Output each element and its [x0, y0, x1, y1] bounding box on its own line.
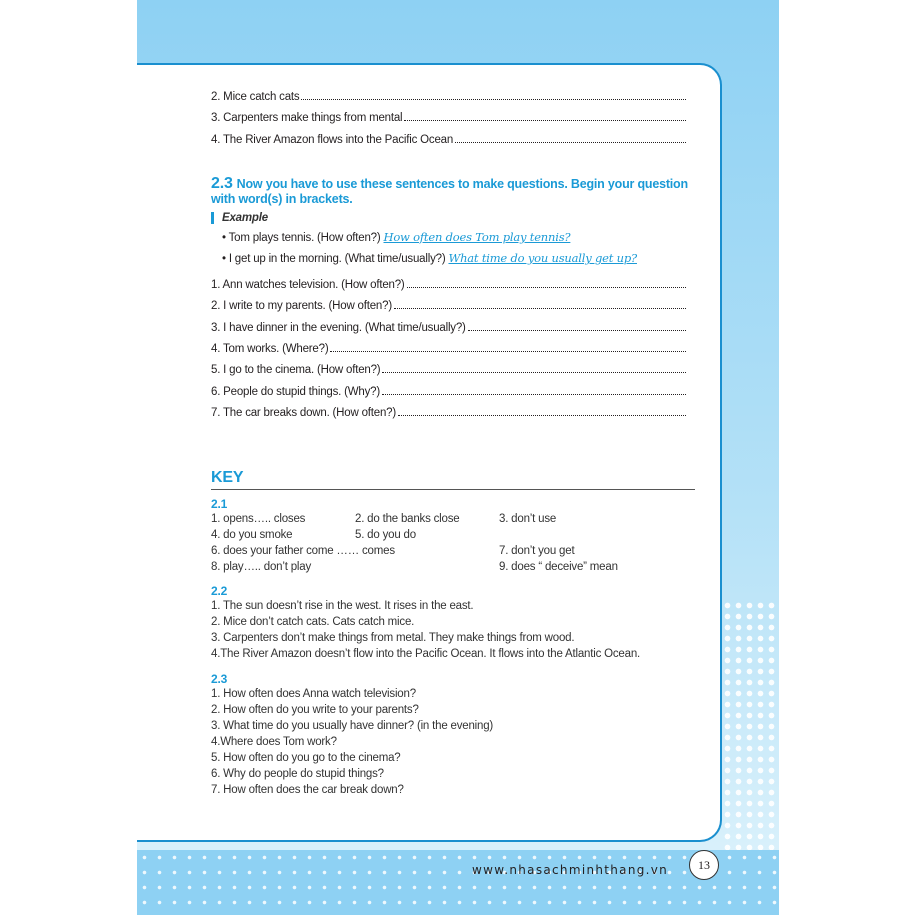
exercise-heading	[211, 176, 697, 207]
key-answer: 1. opens….. closes	[211, 513, 306, 525]
question-text: 1. Ann watches television. (How often?)	[211, 279, 405, 291]
question-text: 2. I write to my parents. (How often?)	[211, 300, 392, 312]
key-title: KEY	[211, 469, 695, 490]
key-answer: 6. Why do people do stupid things?	[211, 768, 384, 780]
key-answer: 5. How often do you go to the cinema?	[211, 752, 401, 764]
key-answer: 4.Where does Tom work?	[211, 736, 337, 748]
question-item	[211, 343, 686, 355]
example-answer: What time do you usually get up?	[448, 251, 637, 265]
exercise-line-text: 2. Mice catch cats	[211, 91, 300, 103]
example-answer: How often does Tom play tennis?	[383, 230, 571, 244]
question-item	[211, 407, 686, 419]
example-line	[222, 251, 637, 265]
dot-pattern	[722, 600, 779, 860]
key-answer: 3. What time do you usually have dinner? (in the evening)	[211, 720, 494, 732]
answer-blank[interactable]	[382, 364, 686, 373]
key-section-label: 2.2	[211, 584, 228, 598]
footer-url[interactable]: www.nhasachminhthang.vn	[472, 863, 669, 877]
key-answer: 1. How often does Anna watch television?	[211, 688, 416, 700]
key-section-label: 2.1	[211, 497, 228, 511]
question-item	[211, 322, 686, 334]
exercise-line	[211, 91, 686, 103]
exercise-line-text: 4. The River Amazon flows into the Pacific Ocean	[211, 134, 454, 146]
key-answer: 7. How often does the car break down?	[211, 784, 404, 796]
key-answer: 6. does your father come …… comes	[211, 545, 395, 557]
example-line	[222, 230, 570, 244]
answer-blank[interactable]	[407, 279, 686, 288]
example-prompt: • Tom plays tennis. (How often?)	[222, 232, 381, 244]
exercise-line-text: 3. Carpenters make things from mental	[211, 112, 403, 124]
answer-blank[interactable]	[301, 91, 686, 100]
answer-blank[interactable]	[404, 112, 686, 121]
exercise-number: 2.3	[211, 175, 233, 192]
key-answer: 2. do the banks close	[355, 513, 460, 525]
key-answer: 4.The River Amazon doesn’t flow into the Pacific Ocean. It flows into the Atlantic Ocean.	[211, 648, 641, 660]
page-content	[211, 0, 697, 850]
example-prompt: • I get up in the morning. (What time/usually?)	[222, 253, 446, 265]
question-text: 6. People do stupid things. (Why?)	[211, 386, 380, 398]
question-text: 3. I have dinner in the evening. (What time/usually?)	[211, 322, 466, 334]
question-text: 5. I go to the cinema. (How often?)	[211, 364, 381, 376]
key-answer: 3. don’t use	[499, 513, 557, 525]
exercise-line	[211, 112, 686, 124]
key-section-label: 2.3	[211, 672, 228, 686]
question-text: 7. The car breaks down. (How often?)	[211, 407, 396, 419]
exercise-line	[211, 134, 686, 146]
footer-band	[137, 850, 779, 915]
question-item	[211, 364, 686, 376]
question-text: 4. Tom works. (Where?)	[211, 343, 329, 355]
answer-blank[interactable]	[455, 134, 686, 143]
answer-blank[interactable]	[330, 343, 686, 352]
key-answer: 3. Carpenters don’t make things from metal. They make things from wood.	[211, 632, 575, 644]
key-answer: 9. does “ deceive” mean	[499, 561, 618, 573]
answer-blank[interactable]	[394, 300, 686, 309]
answer-blank[interactable]	[468, 322, 686, 331]
question-item	[211, 386, 686, 398]
key-answer: 7. don’t you get	[499, 545, 575, 557]
question-item	[211, 300, 686, 312]
answer-blank[interactable]	[398, 407, 686, 416]
example-label: Example	[211, 212, 268, 224]
key-answer: 2. How often do you write to your parents?	[211, 704, 419, 716]
key-answer: 2. Mice don’t catch cats. Cats catch mice.	[211, 616, 415, 628]
key-answer: 1. The sun doesn’t rise in the west. It rises in the east.	[211, 600, 474, 612]
key-answer: 4. do you smoke	[211, 529, 293, 541]
answer-blank[interactable]	[382, 386, 686, 395]
exercise-instruction: Now you have to use these sentences to make questions. Begin your question with word(s) in brackets.	[211, 177, 688, 206]
key-answer: 5. do you do	[355, 529, 416, 541]
question-item	[211, 279, 686, 291]
key-answer: 8. play….. don’t play	[211, 561, 311, 573]
page-number: 13	[689, 850, 719, 880]
